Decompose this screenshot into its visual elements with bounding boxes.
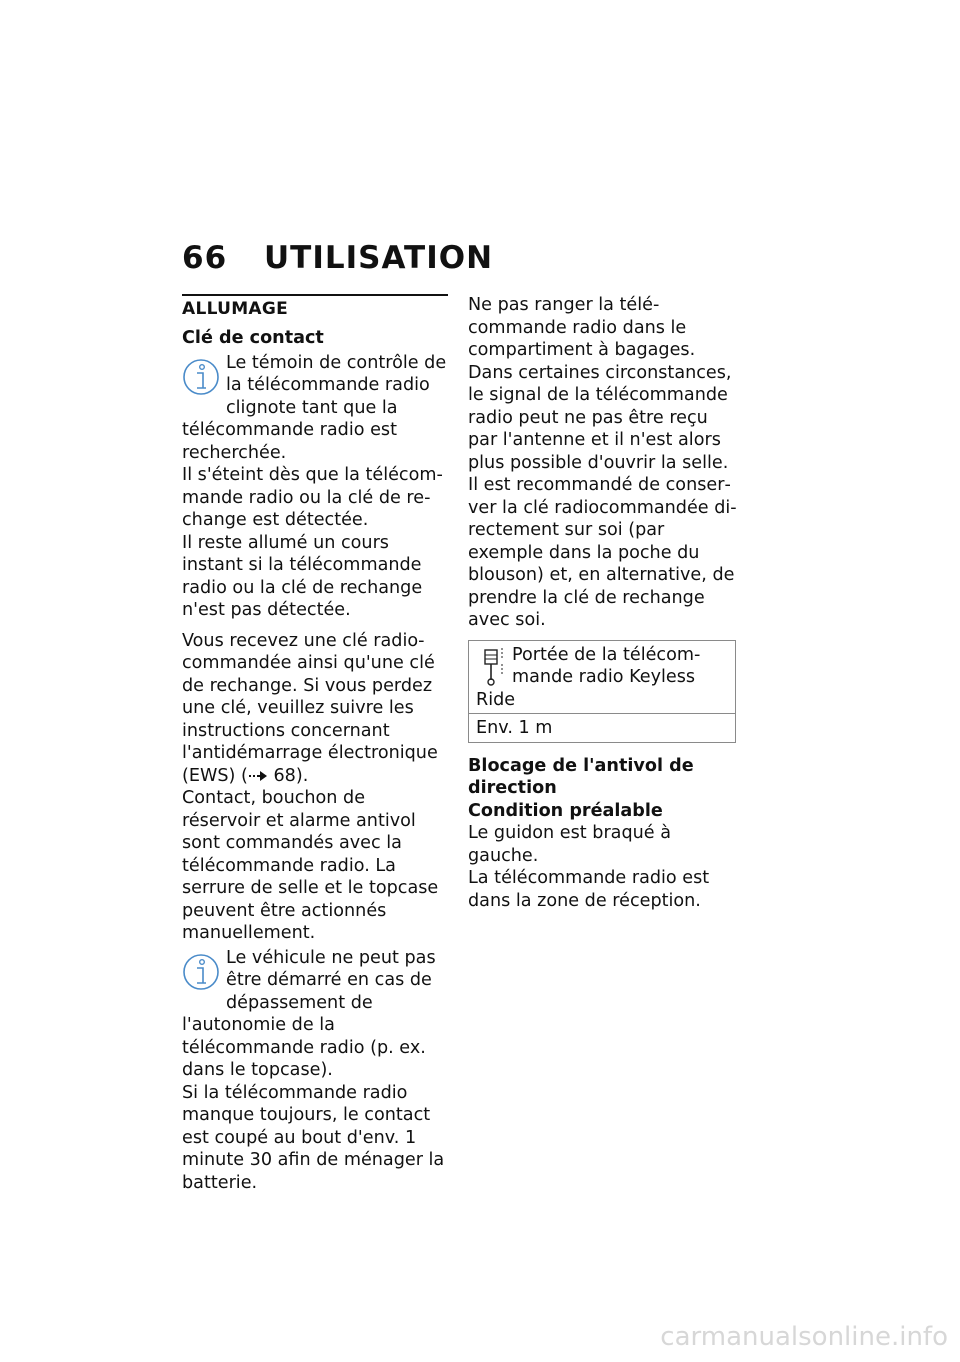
page-header [182,240,493,276]
spec-value: Env. 1 m [476,718,553,738]
paragraph: Dans certaines circonstances, le signal de la télécommande radio peut ne pas être reçu par l'antenne et il n'est alors plus possible d'ouvrir la selle. [468,362,732,473]
paragraph: Il est recommandé de conserver la clé radiocommandée directement sur soi (par exemple dans la poche du blouson) et, en alternative, de prendre la clé de rechange avec soi. [468,475,737,630]
info-icon [182,951,220,993]
paragraph: Le guidon est braqué à gauche. [468,823,671,866]
spec-pin-icon [476,644,508,688]
page-reference[interactable]: 68). [273,765,309,786]
chapter-title: UTILISATION [264,240,494,276]
watermark: carmanualsonline.info [660,1322,948,1352]
right-column [468,294,738,912]
subsection-title-condition: Condition préalable [468,800,663,821]
spec-title-cell [469,640,736,714]
paragraph: Contact, bouchon de réservoir et alarme antivol sont commandés avec la télécommande radio. La serrure de selle et le topcase peuvent être actionnés manuellement. [182,788,439,943]
paragraph: Il reste allumé un cours instant si la télécommande radio ou la clé de rechange n'est pas détectée. [182,532,423,620]
note-text: Le témoin de contrôle de la télécommande radio clignote tant que la télécommande radio est recherchée. [182,352,447,463]
paragraph: La télécommande radio est dans la zone de réception. [468,868,710,911]
paragraph: Vous recevez une clé radiocommandée ainsi qu'une clé de rechange. Si vous perdez une clé, veuillez suivre les instructions concernant l'antidémarrage électronique (EWS) ( 68). [182,630,438,786]
spec-title: Portée de la télécommande radio Keyless Ride [476,644,701,710]
spec-value-cell [469,714,736,743]
page-number: 66 [182,240,228,276]
info-note [182,352,448,465]
section-title-allumage: ALLUMAGE [182,299,289,319]
section-title-blocage: Blocage de l'antivol de direction [468,755,694,798]
paragraph: Ne pas ranger la télécommande radio dans le compartiment à bagages. [468,295,696,360]
info-icon [182,356,220,398]
paragraph: Si la télécommande radio manque toujours, le contact est coupé au bout d'env. 1 minute 30 afin de ménager la batterie. [182,1082,445,1193]
section-rule [182,294,448,296]
info-note [182,947,448,1082]
page-ref-arrow-icon [248,770,268,782]
paragraph: Il s'éteint dès que la télécommande radio ou la clé de rechange est détectée. [182,465,443,530]
subsection-title-cle: Clé de contact [182,328,324,348]
note-text: Le véhicule ne peut pas être démarré en cas de dépassement de l'autonomie de la télécommande radio (p. ex. dans le topcase). [182,947,436,1080]
left-column [182,294,448,1194]
spec-table [468,640,736,743]
